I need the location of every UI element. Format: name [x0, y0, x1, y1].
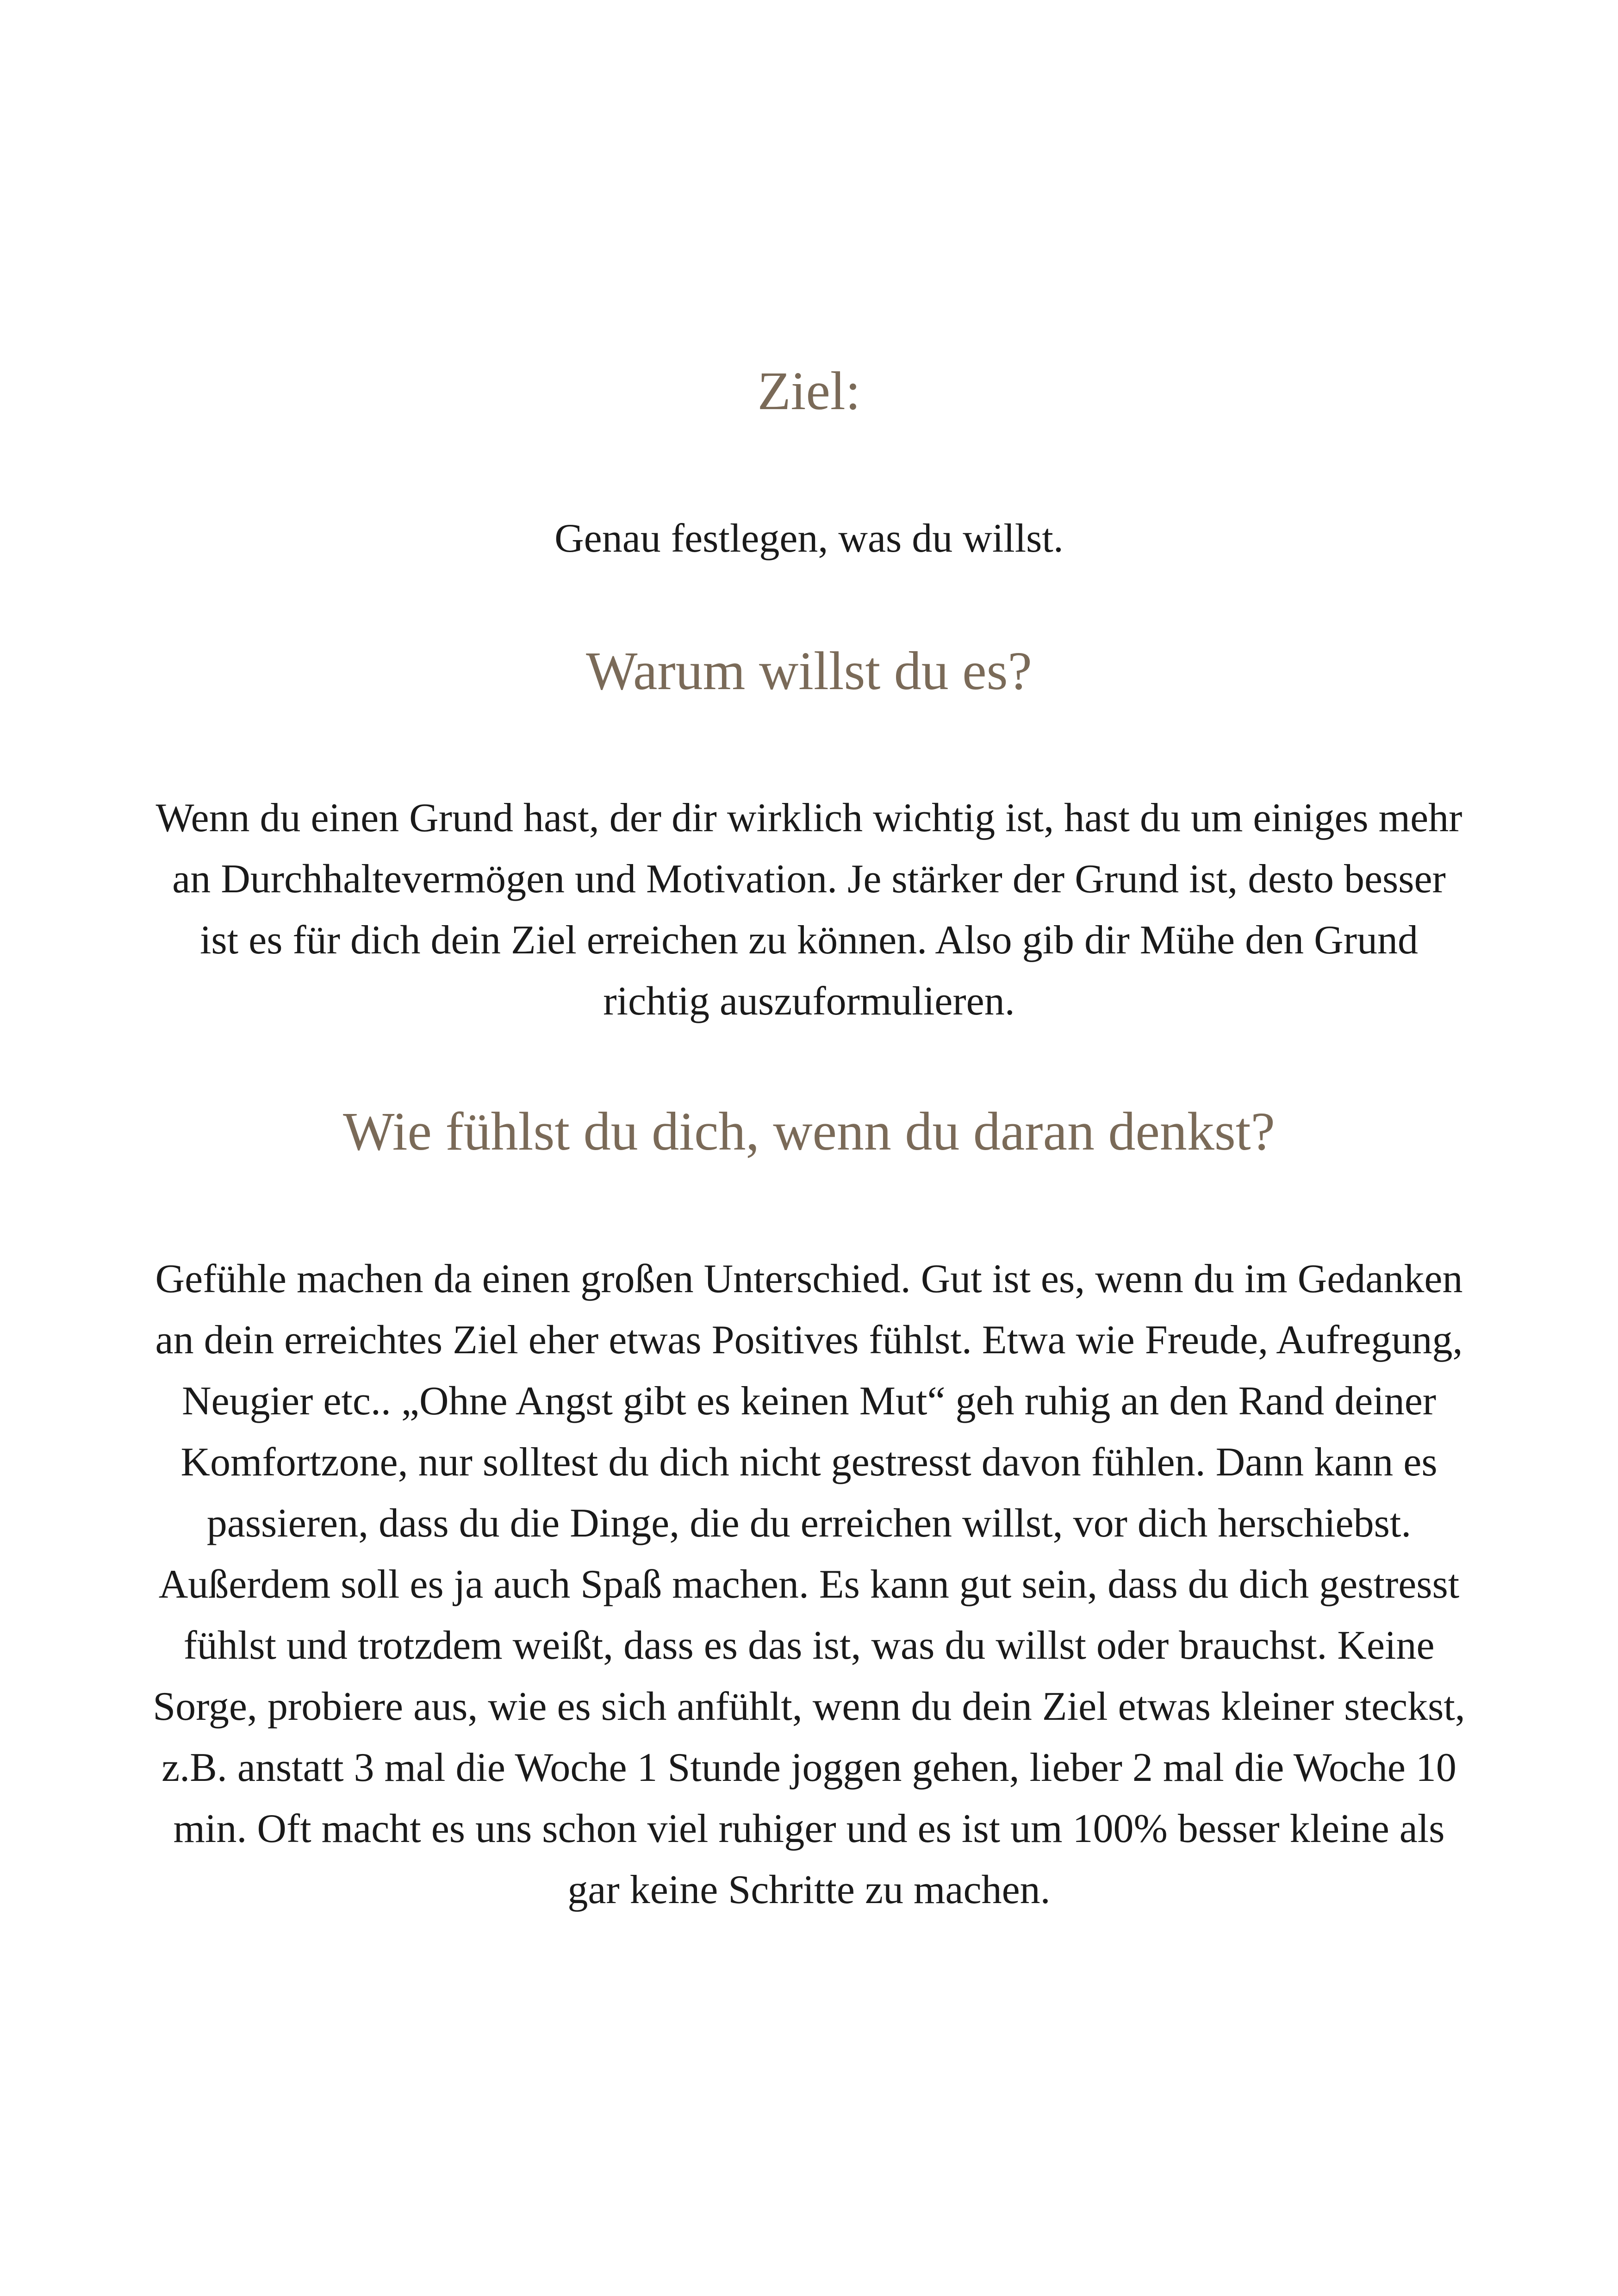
paragraph-fuehlen: Gefühle machen da einen großen Unterschied. Gut ist es, wenn du im Gedanken an dein erreichtes Ziel eher etwas Positives fühlst. Etwa wie Freude, Aufregung, Neugier etc.. „Ohne Angst gibt es keinen Mut“ geh ruhig an den Rand deiner Komfortzone, nur solltest du dich nicht gestresst davon fühlen. Dann kann es passieren, dass du die Dinge, die du erreichen willst, vor dich herschiebst. Außerdem soll es ja auch Spaß machen. Es kann gut sein, dass du dich gestresst fühlst und trotzdem weißt, dass es das ist, was du willst oder brauchst. Keine Sorge, probiere aus, wie es sich anfühlt, wenn du dein Ziel etwas kleiner steckst, z.B. anstatt 3 mal die Woche 1 Stunde joggen gehen, lieber 2 mal die Woche 10 min. Oft macht es uns schon viel ruhiger und es ist um 100% besser kleine als gar keine Schritte zu machen. — [153, 1257, 1465, 1912]
paragraph-warum: Wenn du einen Grund hast, der dir wirklich wichtig ist, hast du um einiges mehr an Durchhaltevermögen und Motivation. Je stärker der Grund ist, desto besser ist es für dich dein Ziel erreichen zu können. Also gib dir Mühe den Grund richtig auszuformulieren. — [156, 796, 1462, 1024]
paragraph-ziel: Genau festlegen, was du willst. — [554, 516, 1064, 561]
heading-warum: Warum willst du es? — [586, 641, 1032, 701]
heading-ziel: Ziel: — [757, 361, 861, 421]
heading-fuehlen: Wie fühlst du dich, wenn du daran denkst? — [343, 1101, 1275, 1162]
